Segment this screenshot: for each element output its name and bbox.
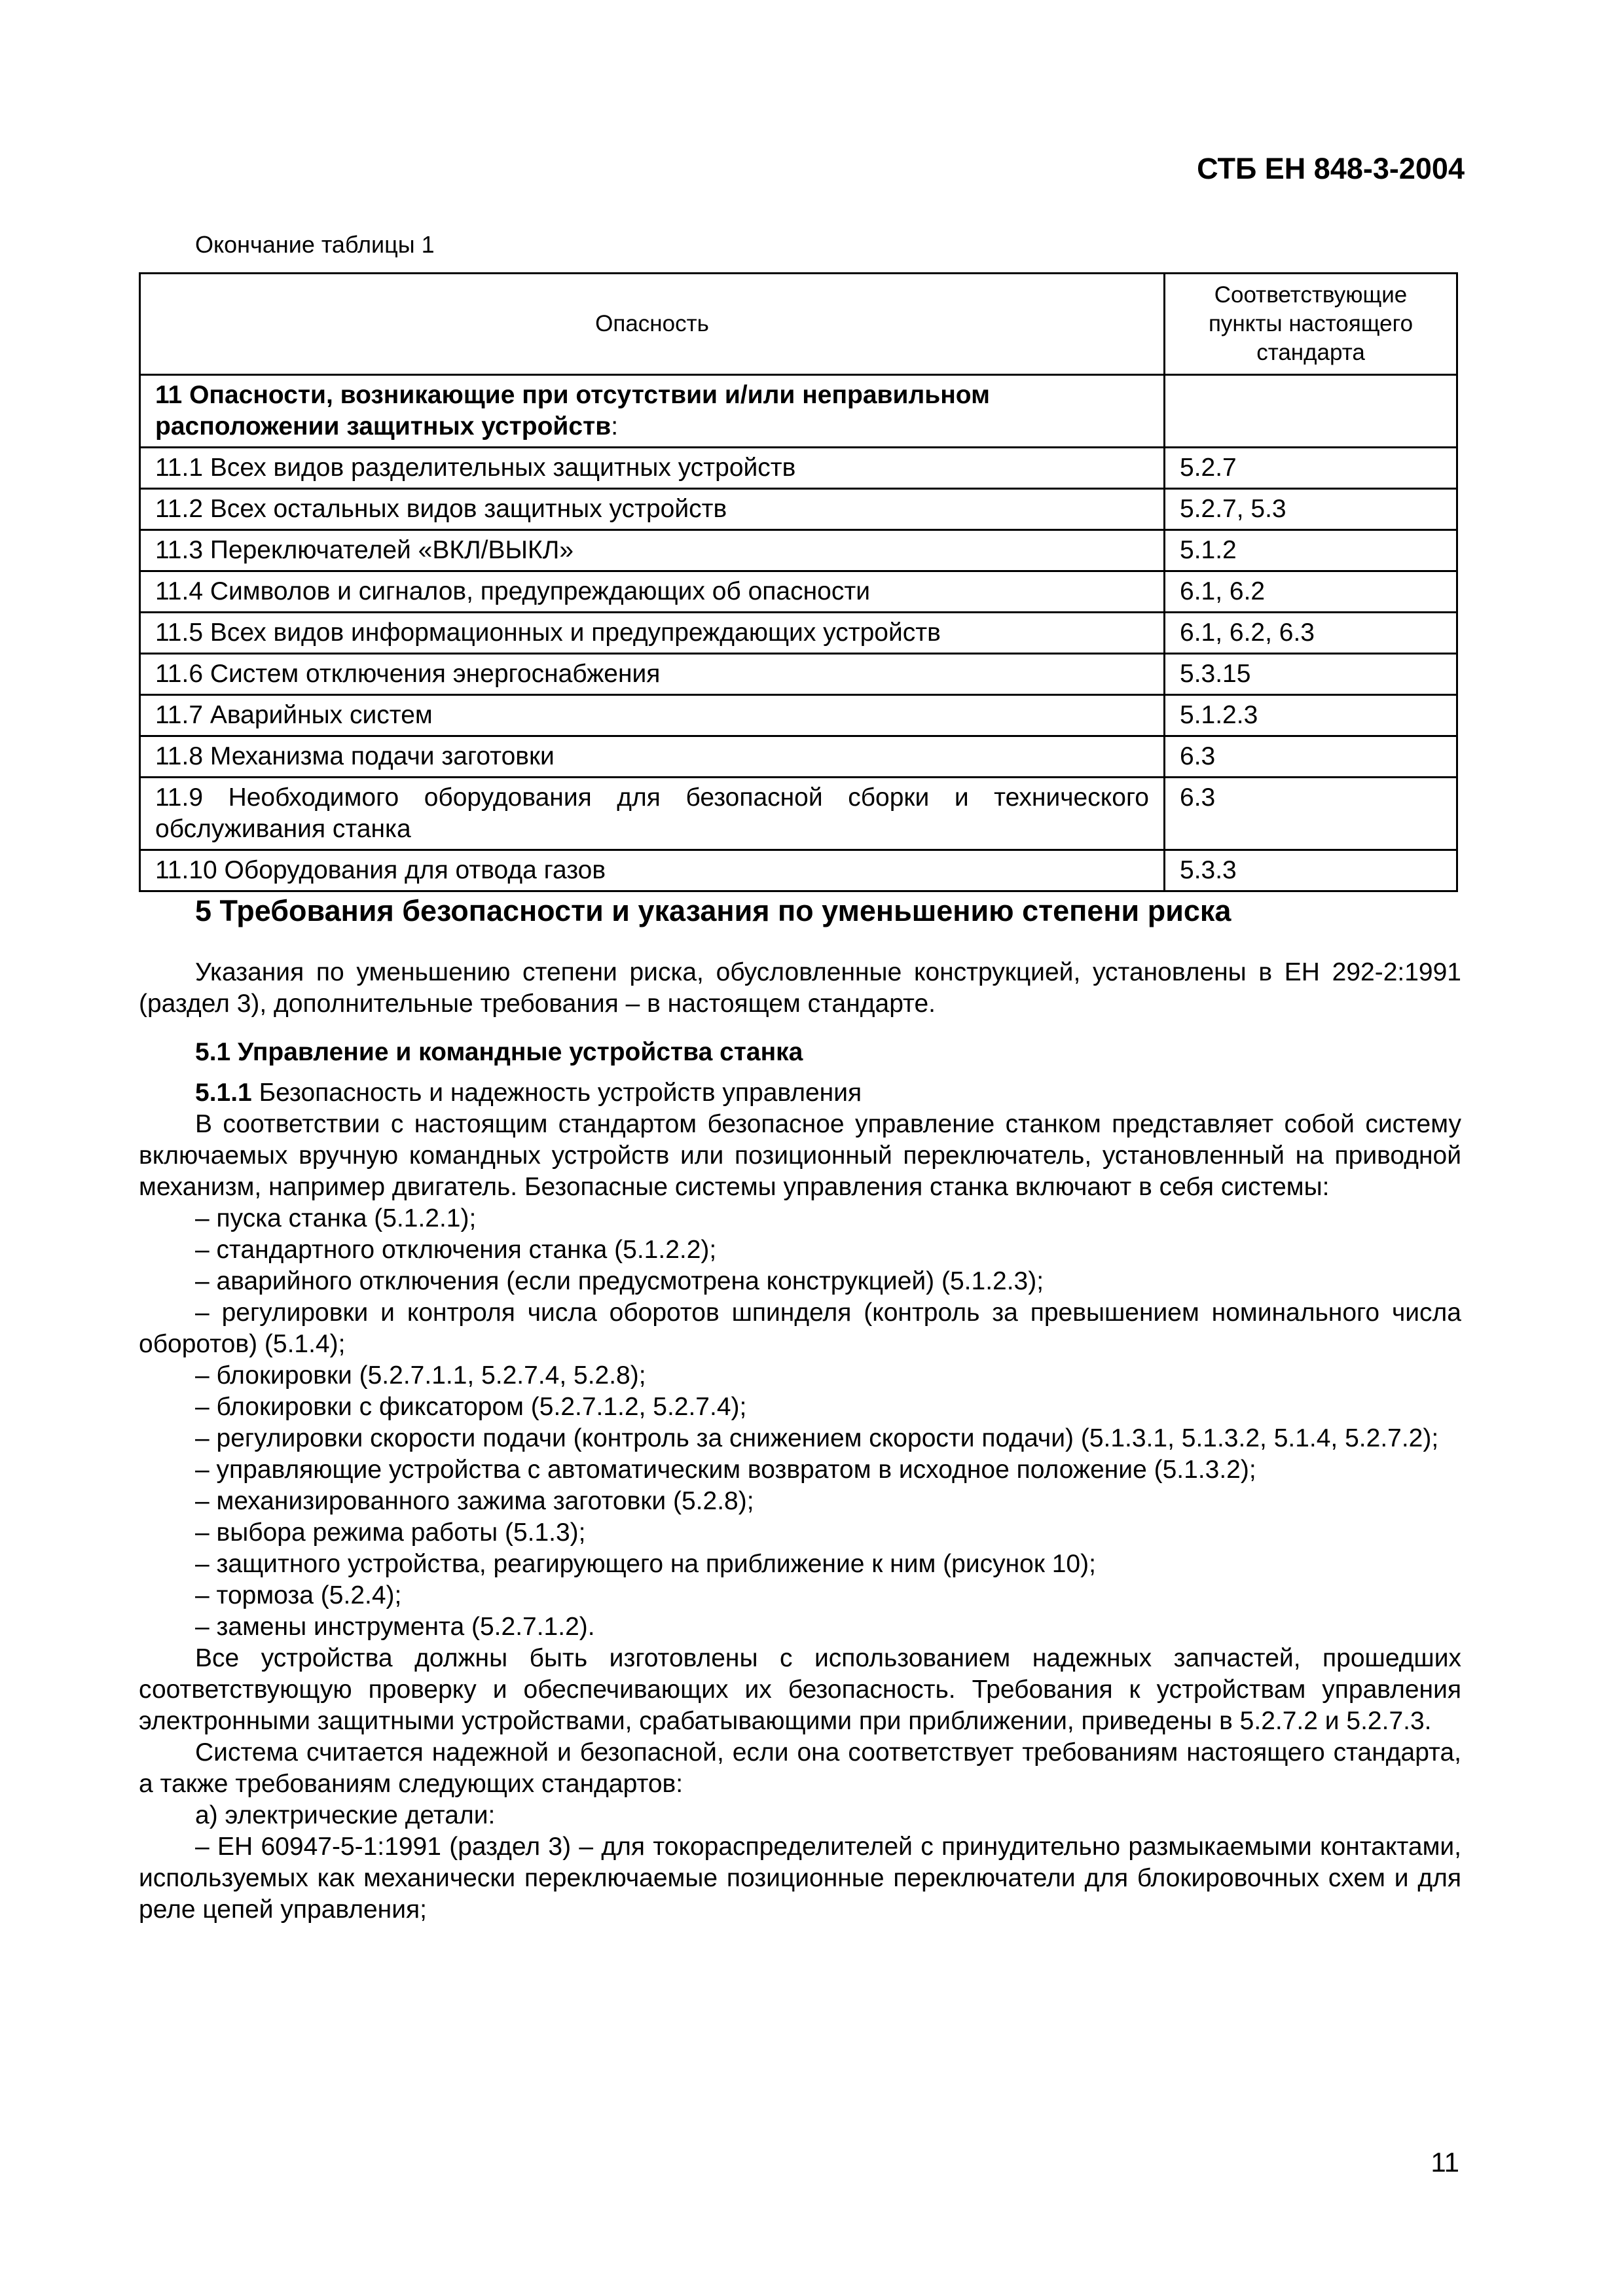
clauses-cell: 5.1.2 (1165, 530, 1457, 571)
clauses-cell: 5.2.7 (1165, 448, 1457, 489)
hazard-cell: 11.10 Оборудования для отвода газов (140, 850, 1165, 891)
group-title-cell (140, 375, 1165, 448)
table-group-row (140, 375, 1457, 448)
clauses-cell: 6.3 (1165, 778, 1457, 850)
clauses-cell: 5.3.15 (1165, 654, 1457, 695)
clause-5-1-1-title: Безопасность и надежность устройств управления (251, 1079, 862, 1107)
paragraph: – ЕН 60947-5-1:1991 (раздел 3) – для токораспределителей с принудительно размыкаемыми контактами, используемых как механически переключаемые позиционные переключатели для блокировочных схем и для реле цепей управления; (139, 1833, 1461, 1924)
list-item: а) электрические детали: (195, 1801, 496, 1829)
list-item: – стандартного отключения станка (5.1.2.2); (195, 1236, 717, 1264)
column-header-clauses: Соответствующие пункты настоящего стандарта (1165, 274, 1457, 375)
table-row (140, 530, 1457, 571)
paragraph: В соответствии с настоящим стандартом безопасное управление станком представляет собой систему включаемых вручную командных устройств или позиционный переключатель, установленный на приводной механизм, например двигатель. Безопасные системы управления станка включают в себя системы: (139, 1110, 1461, 1201)
list-item: – пуска станка (5.1.2.1); (195, 1204, 477, 1232)
hazard-cell: 11.4 Символов и сигналов, предупреждающих об опасности (140, 571, 1165, 613)
table-row (140, 489, 1457, 530)
list-item: – управляющие устройства с автоматическим возвратом в исходное положение (5.1.3.2); (195, 1456, 1256, 1484)
column-header-hazard: Опасность (140, 274, 1165, 375)
list-item: – блокировки с фиксатором (5.2.7.1.2, 5.2.7.4); (195, 1393, 747, 1421)
group-clauses-cell (1165, 375, 1457, 448)
hazard-cell: 11.3 Переключателей «ВКЛ/ВЫКЛ» (140, 530, 1165, 571)
list-item: – тормоза (5.2.4); (195, 1581, 402, 1609)
hazard-cell: 11.8 Механизма подачи заготовки (140, 736, 1165, 778)
clauses-cell: 5.1.2.3 (1165, 695, 1457, 736)
clauses-cell: 6.1, 6.2 (1165, 571, 1457, 613)
group-colon: : (611, 412, 619, 440)
table-header-row (140, 274, 1457, 375)
paragraph: Система считается надежной и безопасной, если она соответствует требованиям настоящего стандарта, а также требованиям следующих стандартов: (139, 1738, 1461, 1798)
list-item: – выбора режима работы (5.1.3); (195, 1518, 586, 1547)
list-item: – аварийного отключения (если предусмотрена конструкцией) (5.1.2.3); (195, 1267, 1044, 1295)
table-row (140, 736, 1457, 778)
table-row (140, 778, 1457, 850)
clause-5-1-1-heading (139, 1077, 1461, 1109)
list-item: – регулировки скорости подачи (контроль за снижением скорости подачи) (5.1.3.1, 5.1.3.2, 5.1.4, 5.2.7.2); (195, 1424, 1439, 1452)
list-item: – блокировки (5.2.7.1.1, 5.2.7.4, 5.2.8); (195, 1361, 646, 1390)
hazard-table (139, 272, 1458, 892)
clauses-cell: 5.3.3 (1165, 850, 1457, 891)
page-number: 11 (1431, 2147, 1459, 2178)
table-row (140, 654, 1457, 695)
section-5-intro: Указания по уменьшению степени риска, обусловленные конструкцией, установлены в ЕН 292-2:1991 (раздел 3), дополнительные требования – в настоящем стандарте. (139, 958, 1461, 1018)
hazard-cell: 11.9 Необходимого оборудования для безопасной сборки и технического обслуживания станка (140, 778, 1165, 850)
clause-5-1-1-number: 5.1.1 (195, 1079, 252, 1107)
table-caption: Окончание таблицы 1 (195, 231, 435, 258)
clauses-cell: 6.1, 6.2, 6.3 (1165, 613, 1457, 654)
subsection-5-1-title: 5.1 Управление и командные устройства станка (195, 1038, 803, 1066)
table-row (140, 850, 1457, 891)
clauses-cell: 5.2.7, 5.3 (1165, 489, 1457, 530)
group-title: 11 Опасности, возникающие при отсутствии и/или неправильном расположении защитных устройств (155, 381, 990, 440)
section-5-body (139, 957, 1461, 1926)
hazard-cell: 11.6 Систем отключения энергоснабжения (140, 654, 1165, 695)
table-row (140, 448, 1457, 489)
hazard-cell: 11.2 Всех остальных видов защитных устройств (140, 489, 1165, 530)
list-item: – механизированного зажима заготовки (5.2.8); (195, 1487, 754, 1515)
hazard-cell: 11.1 Всех видов разделительных защитных устройств (140, 448, 1165, 489)
list-item: – защитного устройства, реагирующего на приближение к ним (рисунок 10); (195, 1550, 1096, 1578)
list-item: – замены инструмента (5.2.7.1.2). (195, 1613, 595, 1641)
section-5-title: 5 Требования безопасности и указания по уменьшению степени риска (195, 894, 1231, 927)
paragraph: Все устройства должны быть изготовлены с использованием надежных запчастей, прошедших соответствующую проверку и обеспечивающих их безопасность. Требования к устройствам управления электронными защитными устройствами, срабатывающими при приближении, приведены в 5.2.7.2 и 5.2.7.3. (139, 1644, 1461, 1735)
clauses-cell: 6.3 (1165, 736, 1457, 778)
list-item: – регулировки и контроля числа оборотов шпинделя (контроль за превышением номинального числа оборотов) (5.1.4); (139, 1299, 1461, 1358)
hazard-cell: 11.7 Аварийных систем (140, 695, 1165, 736)
hazard-cell: 11.5 Всех видов информационных и предупреждающих устройств (140, 613, 1165, 654)
table-row (140, 571, 1457, 613)
table-row (140, 613, 1457, 654)
table-row (140, 695, 1457, 736)
document-code: СТБ ЕН 848-3-2004 (1197, 152, 1465, 185)
